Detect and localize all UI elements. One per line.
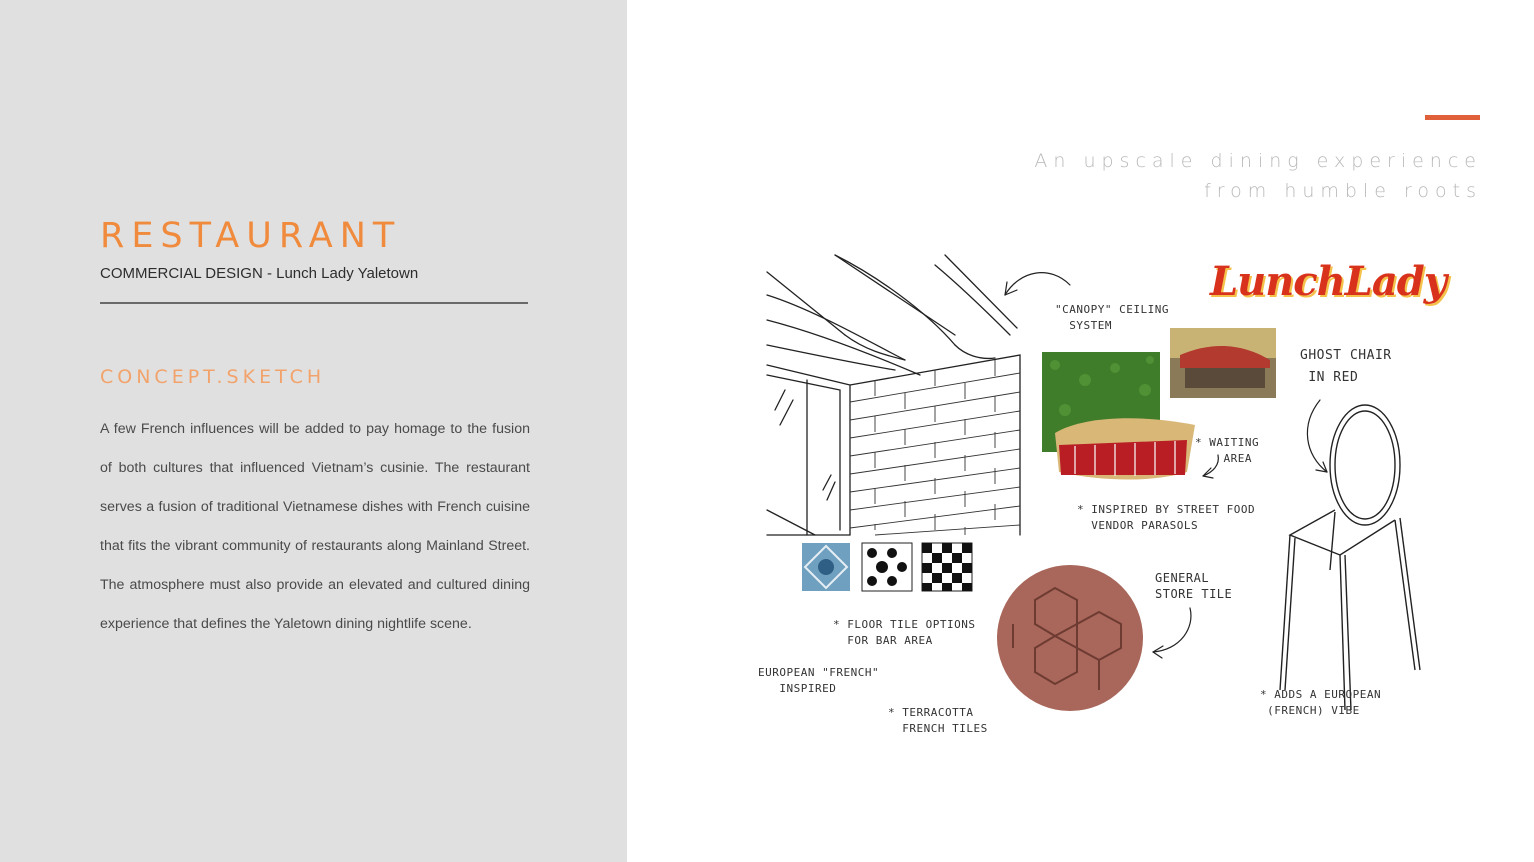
lunch-lady-logo: LunchLady bbox=[1210, 258, 1446, 305]
concept-sketch bbox=[755, 250, 1446, 750]
page-title: RESTAURANT bbox=[100, 216, 402, 256]
accent-bar bbox=[1425, 115, 1480, 120]
note-european-inspired: EUROPEAN "FRENCH" INSPIRED bbox=[758, 666, 880, 695]
tagline bbox=[1034, 146, 1482, 206]
note-terracotta: * TERRACOTTA FRENCH TILES bbox=[888, 706, 988, 735]
tagline-line-2: from humble roots bbox=[1204, 180, 1482, 202]
note-canopy: "CANOPY" CEILING SYSTEM bbox=[1055, 303, 1169, 332]
tagline-line-1: An upscale dining experience bbox=[1034, 150, 1482, 172]
note-waiting-area: * WAITING AREA bbox=[1195, 436, 1260, 465]
note-ghost-chair: GHOST CHAIR IN RED bbox=[1300, 348, 1392, 385]
note-adds-vibe: * ADDS A EUROPEAN (FRENCH) VIBE bbox=[1260, 688, 1382, 717]
left-panel bbox=[0, 0, 627, 862]
brick-wall bbox=[850, 360, 1020, 535]
note-floor-tile: * FLOOR TILE OPTIONS FOR BAR AREA bbox=[833, 618, 976, 647]
note-general-store-tile: GENERAL STORE TILE bbox=[1155, 571, 1233, 601]
page-subtitle: COMMERCIAL DESIGN - Lunch Lady Yaletown bbox=[100, 265, 419, 282]
ghost-chair-sketch bbox=[1280, 405, 1420, 710]
title-divider bbox=[100, 302, 528, 304]
section-title: CONCEPT.SKETCH bbox=[100, 366, 326, 388]
note-parasols: * INSPIRED BY STREET FOOD VENDOR PARASOLS bbox=[1077, 503, 1256, 532]
section-body: A few French influences will be added to pay homage to the fusion of both cultures that influenced Vietnam’s cusinie. The restaurant serves a fusion of traditional Vietnamese dishes with French cuisine that fits the vibrant community of restaurants along Mainland Street. The atmosphere must also provide an elevated and cultured dining experience that defines the Yaletown dining nightlife scene. bbox=[100, 421, 530, 632]
